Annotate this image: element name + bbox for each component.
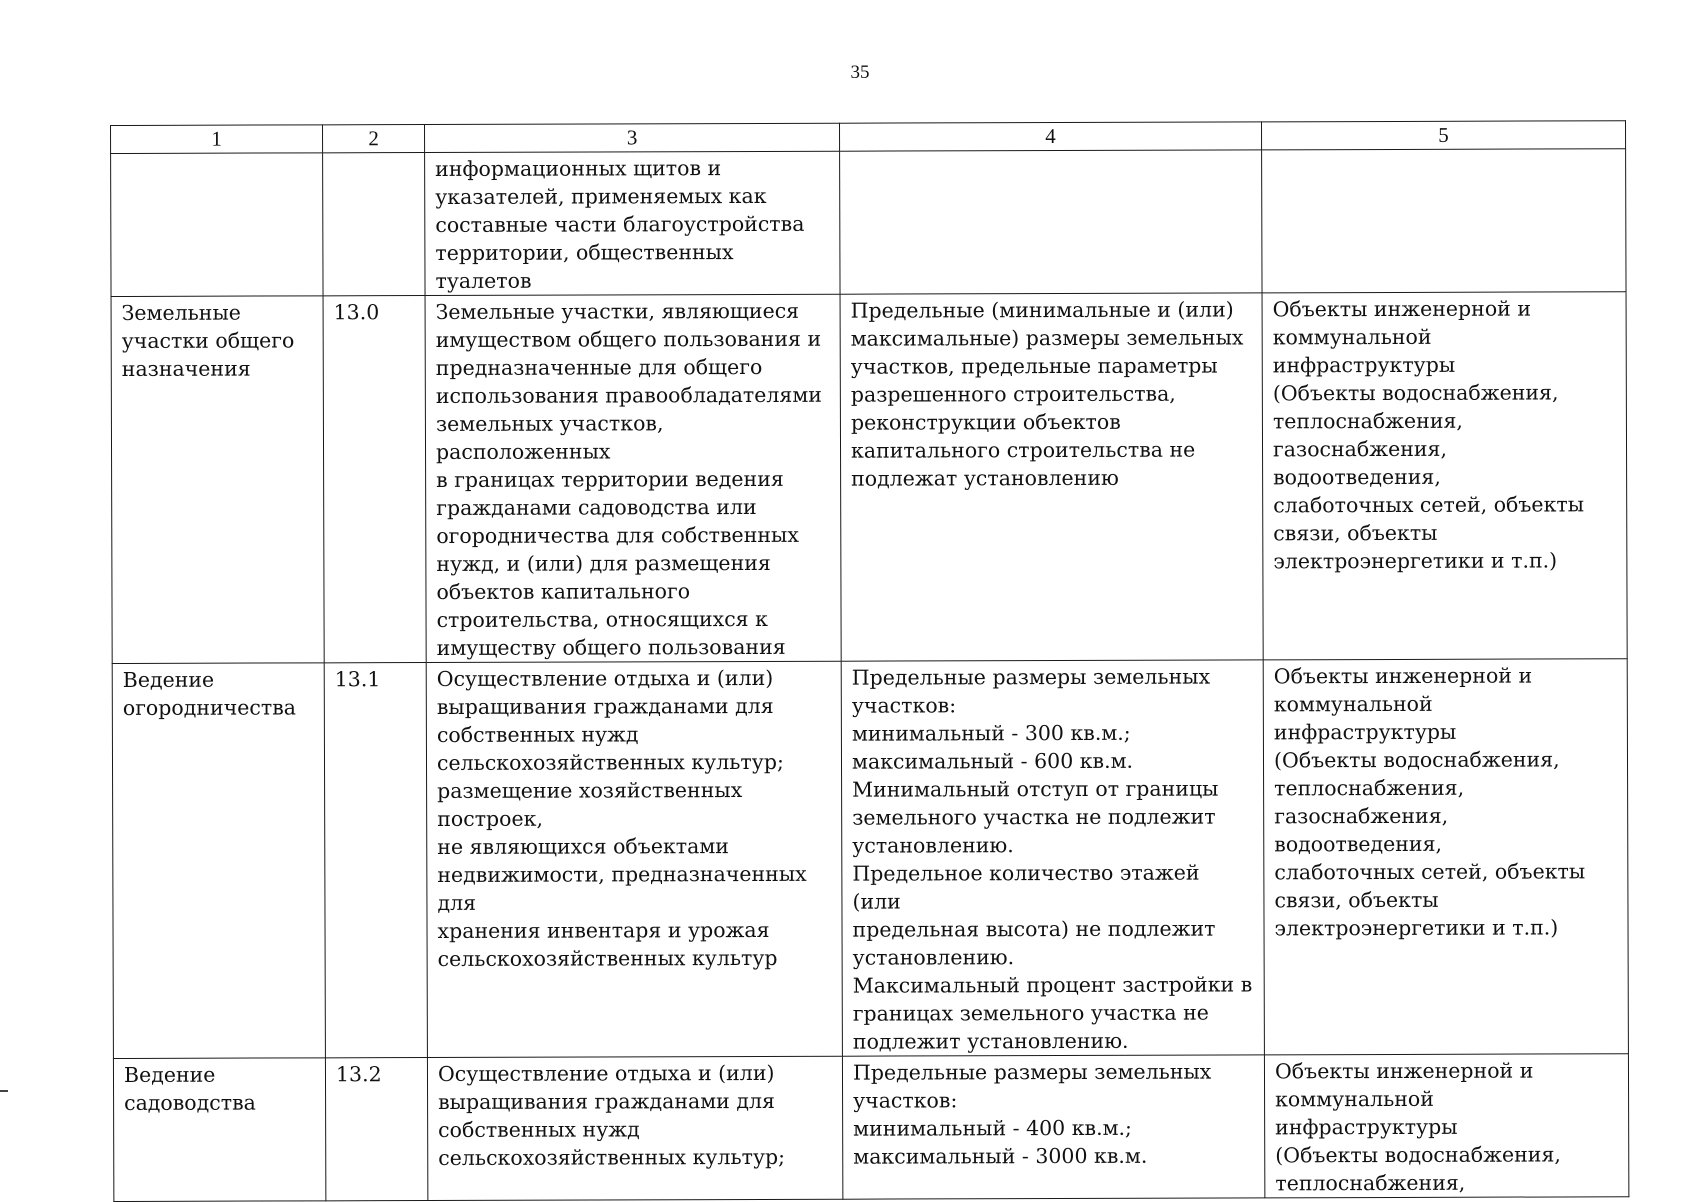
cell-parameters [840,150,1262,294]
cell-objects: Объекты инженерной и коммунальной инфраструктуры (Объекты водоснабжения, теплоснабжения, [1264,1054,1628,1198]
column-header-4: 4 [839,122,1261,151]
cell-objects: Объекты инженерной и коммунальной инфраструктуры (Объекты водоснабжения, теплоснабжения, газоснабжения, водоотведения, слаботочных сетей, объекты связи, объекты электроэнергетики и т.п.) [1262,292,1627,660]
column-header-3: 3 [425,123,840,152]
cell-name: Ведение садоводства [113,1058,325,1202]
cell-code [323,153,425,296]
cell-description: Осуществление отдыха и (или) выращивания гражданами для собственных нужд сельскохозяйственных культур; [427,1056,842,1200]
cell-code: 13.1 [324,663,427,1058]
cell-objects: Объекты инженерной и коммунальной инфраструктуры (Объекты водоснабжения, теплоснабжения, газоснабжения, водоотведения, слаботочных сетей, объекты связи, объекты электроэнергетики и т.п.) [1263,659,1628,1055]
cell-name [111,153,323,297]
cell-parameters: Предельные (минимальные и (или) максимальные) размеры земельных участков, предельные параметры разрешенного строительства, реконструкции объектов капитального строительства не подлежат установлению [840,293,1263,661]
column-header-1: 1 [111,125,323,154]
cell-description: Осуществление отдыха и (или) выращивания гражданами для собственных нужд сельскохозяйственных культур; размещение хозяйственных построек, не являющихся объектами недвижимости, предназначенных для хранения инвентаря и урожая сельскохозяйственных культур [426,661,842,1057]
cell-name: Земельные участки общего назначения [111,296,324,664]
page-number: 35 [850,62,870,83]
table-row [113,1054,1628,1202]
cell-parameters: Предельные размеры земельных участков: минимальный - 400 кв.м.; максимальный - 3000 кв.м. [842,1055,1264,1199]
land-use-table [110,120,1629,1202]
cell-description: информационных щитов и указателей, применяемых как составные части благоустройства территории, общественных туалетов [425,151,840,295]
column-header-5: 5 [1261,121,1625,150]
table-row [111,149,1626,297]
cell-objects [1262,149,1626,293]
table-row [111,292,1627,664]
margin-mark [0,1090,8,1092]
cell-description: Земельные участки, являющиеся имуществом общего пользования и предназначенные для общего использования правообладателями земельных участков, расположенных в границах территории ведения гражданами садоводства или огородничества для собственных нужд, и (или) для размещения объектов капитального строительства, относящихся к имуществу общего пользования [425,294,841,662]
column-header-2: 2 [323,125,425,153]
table-row [112,659,1628,1059]
cell-code: 13.0 [323,296,426,663]
cell-parameters: Предельные размеры земельных участков: минимальный - 300 кв.м.; максимальный - 600 кв.м. Минимальный отступ от границы земельного участка не подлежит установлению. Предельное количество этажей (или предельная высота) не подлежит установлению. Максимальный процент застройки в границах земельного участка не подлежит установлению. [841,660,1264,1056]
cell-name: Ведение огородничества [112,663,325,1059]
cell-code: 13.2 [325,1058,427,1201]
